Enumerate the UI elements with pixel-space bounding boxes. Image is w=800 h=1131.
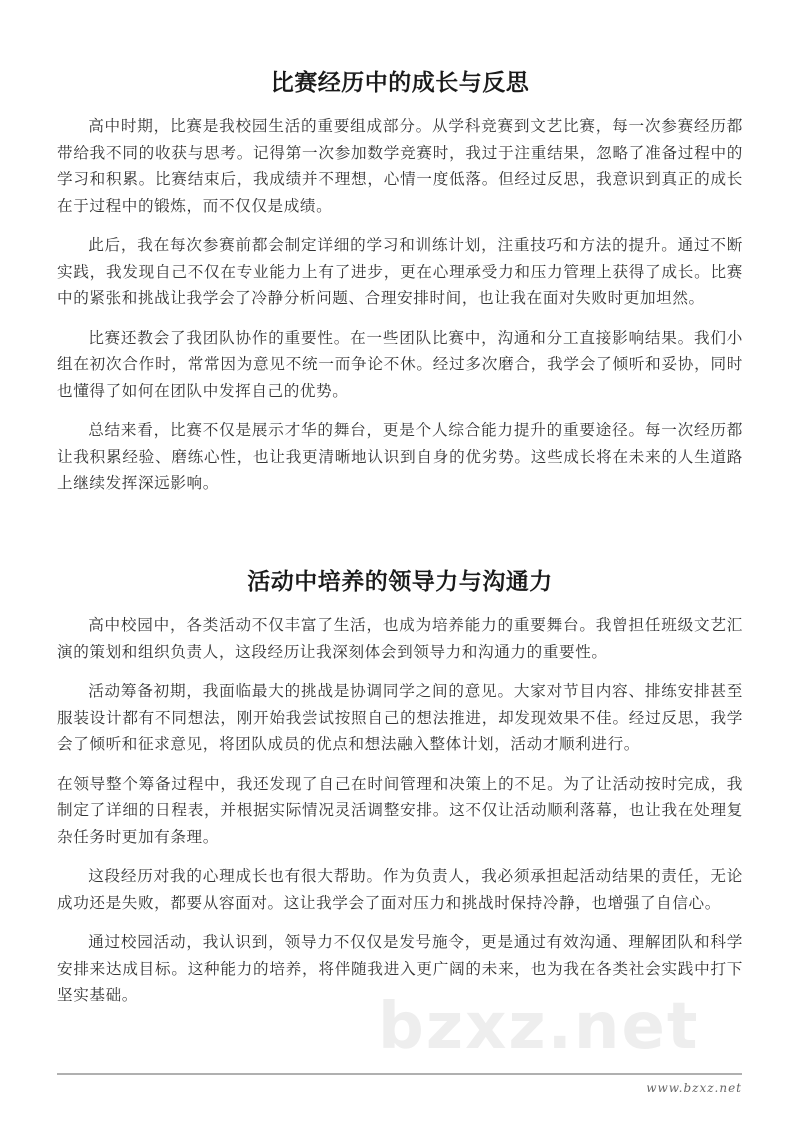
section-title: 活动中培养的领导力与沟通力 xyxy=(247,569,553,595)
paragraph: 此后，我在每次参赛前都会制定详细的学习和训练计划，注重技巧和方法的提升。通过不断实践，我发现自己不仅在专业能力上有了进步，更在心理承受力和压力管理上获得了成长。比赛中的紧张和挑战让我学会了冷静分析问题、合理安排时间，也让我在面对失败时更加坦然。 xyxy=(57,236,743,307)
paragraph: 比赛还教会了我团队协作的重要性。在一些团队比赛中，沟通和分工直接影响结果。我们小组在初次合作时，常常因为意见不统一而争论不休。经过多次磨合，我学会了倾听和妥协，同时也懂得了如何在团队中发挥自己的优势。 xyxy=(57,328,743,400)
paragraph: 这段经历对我的心理成长也有很大帮助。作为负责人，我必须承担起活动结果的责任，无论成功还是失败，都要从容面对。这让我学会了面对压力和挑战时保持冷静，也增强了自信心。 xyxy=(57,867,743,912)
section-body xyxy=(57,113,743,497)
paragraph: 在领导整个筹备过程中，我还发现了自己在时间管理和决策上的不足。为了让活动按时完成，我制定了详细的日程表，并根据实际情况灵活调整安排。这不仅让活动顺利落幕，也让我在处理复杂任务时更加有条理。 xyxy=(57,774,743,846)
footer-divider xyxy=(57,1073,742,1075)
paragraph: 总结来看，比赛不仅是展示才华的舞台，更是个人综合能力提升的重要途径。每一次经历都让我积累经验、磨练心性，也让我更清晰地认识到自身的优劣势。这些成长将在未来的人生道路上继续发挥深远影响。 xyxy=(57,421,743,492)
paragraph: 通过校园活动，我认识到，领导力不仅仅是发号施令，更是通过有效沟通、理解团队和科学安排来达成目标。这种能力的培养，将伴随我进入更广阔的未来，也为我在各类社会实践中打下坚实基础。 xyxy=(57,933,743,1004)
footer-url: www.bzxz.net xyxy=(646,1081,742,1095)
paragraph: 高中校园中，各类活动不仅丰富了生活，也成为培养能力的重要舞台。我曾担任班级文艺汇演的策划和组织负责人，这段经历让我深刻体会到领导力和沟通力的重要性。 xyxy=(57,616,743,661)
watermark: bzxz.net xyxy=(378,990,700,1064)
section-body xyxy=(57,612,743,1009)
paragraph: 高中时期，比赛是我校园生活的重要组成部分。从学科竞赛到文艺比赛，每一次参赛经历都带给我不同的收获与思考。记得第一次参加数学竞赛时，我过于注重结果，忽略了准备过程中的学习和积累。比赛结束后，我成绩并不理想，心情一度低落。但经过反思，我意识到真正的成长在于过程中的锻炼，而不仅仅是成绩。 xyxy=(57,117,743,215)
paragraph: 活动筹备初期，我面临最大的挑战是协调同学之间的意见。大家对节目内容、排练安排甚至服装设计都有不同想法，刚开始我尝试按照自己的想法推进，却发现效果不佳。经过反思，我学会了倾听和征求意见，将团队成员的优点和想法融入整体计划，活动才顺利进行。 xyxy=(57,682,743,753)
section-title: 比赛经历中的成长与反思 xyxy=(270,70,530,96)
